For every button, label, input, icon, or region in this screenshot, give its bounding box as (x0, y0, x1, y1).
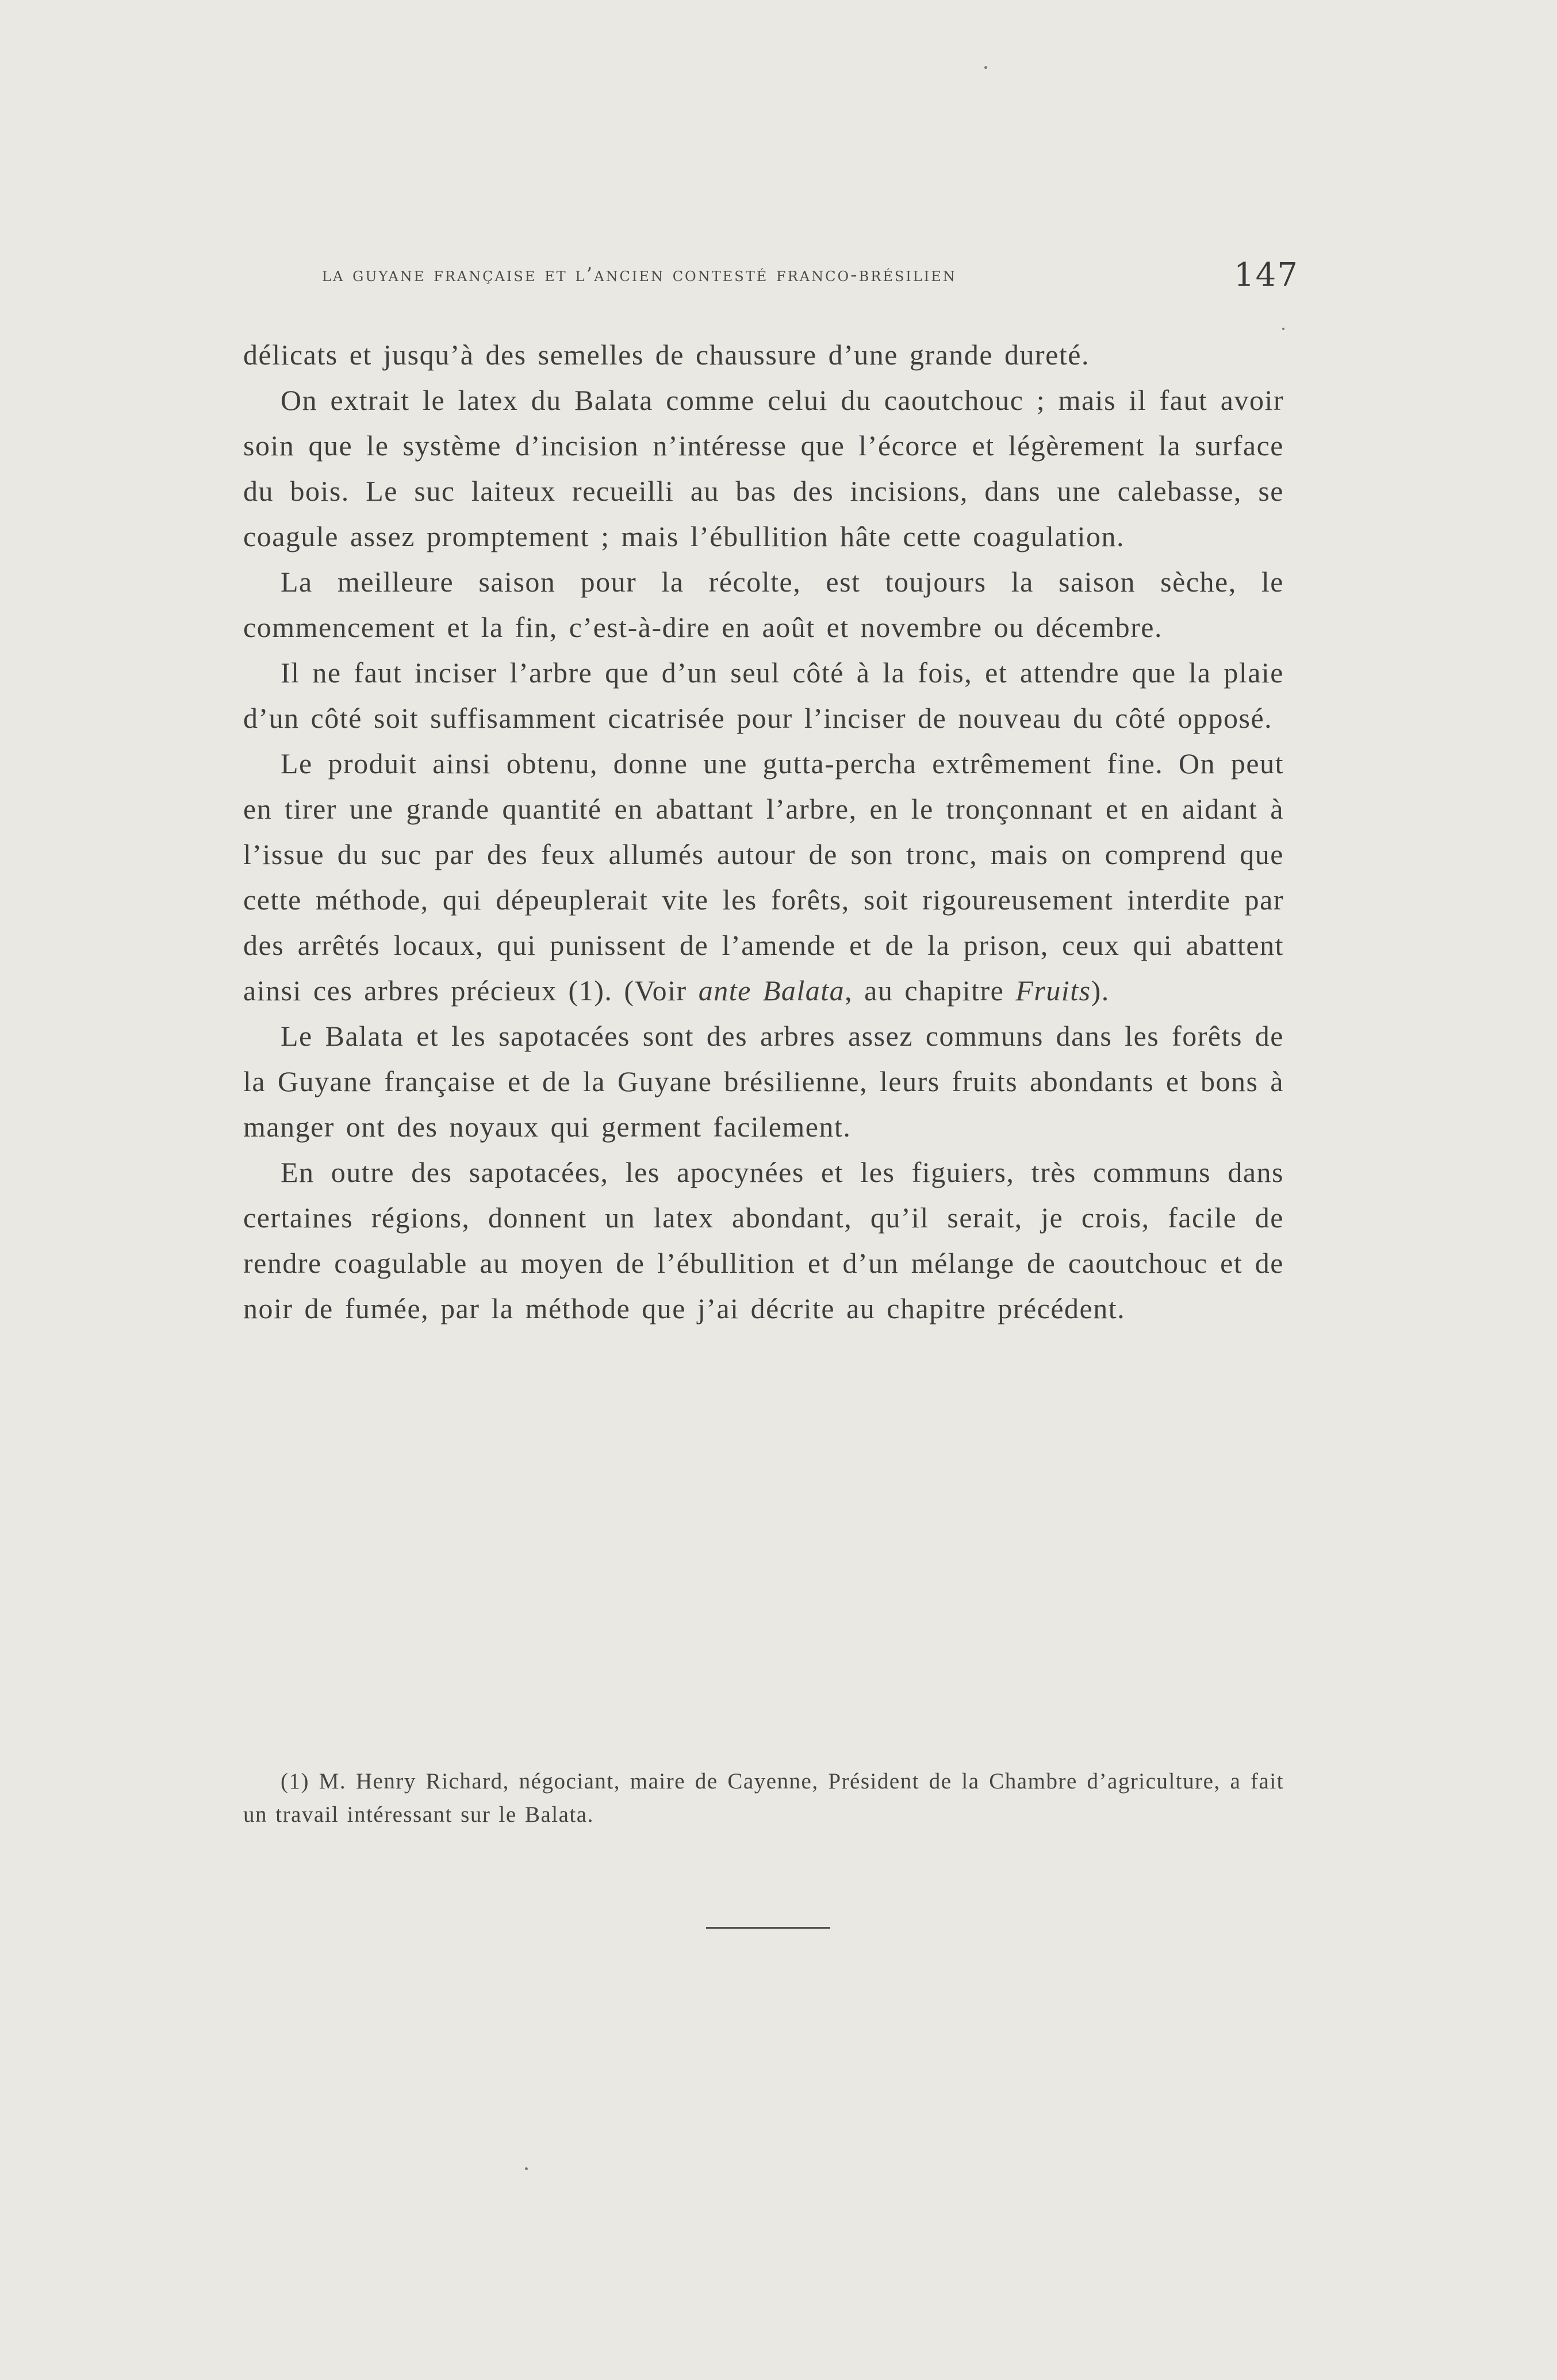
footnote (243, 1765, 1284, 1832)
end-rule (706, 1927, 830, 1929)
cross-reference-fruits: Fruits (1015, 974, 1091, 1007)
paragraph-4: Il ne faut inciser l’arbre que d’un seul côté à la fois, et attendre que la plaie d’un côté soit suffisamment cicatrisée pour l’inciser de nouveau du côté opposé. (243, 657, 1284, 734)
paragraph-5-text-a: Le produit ainsi obtenu, donne une gutta-percha extrêmement fine. On peut en tirer une grande quantité en abattant l’arbre, en le tronçonnant et en aidant à l’issue du suc par des feux allumés autour de son tronc, mais on comprend que cette méthode, qui dépeuplerait vite les forêts, soit rigoureusement interdite par des arrêtés locaux, qui punissent de l’amende et de la prison, ceux qui abattent ainsi ces arbres précieux (1). (Voir (243, 747, 1284, 1007)
paragraph-5 (243, 741, 1284, 1014)
paragraph-1: délicats et jusqu’à des semelles de chaussure d’une grande dureté. (243, 339, 1090, 371)
page-number: 147 (1234, 256, 1299, 294)
body-text (243, 332, 1284, 1331)
paper-speck (525, 2167, 528, 2170)
paragraph-5-text-c: ). (1091, 974, 1110, 1007)
footnote-text: (1) M. Henry Richard, négociant, maire de Cayenne, Président de la Chambre d’agriculture, a fait un travail intéressant sur le Balata. (243, 1769, 1284, 1827)
paragraph-5-text-b: , au chapitre (845, 974, 1004, 1007)
paragraph-2: On extrait le latex du Balata comme celui du caoutchouc ; mais il faut avoir soin que le système d’incision n’intéresse que l’écorce et légèrement la surface du bois. Le suc laiteux recueilli au bas des incisions, dans une calebasse, se coagule assez promptement ; mais l’ébullition hâte cette coagulation. (243, 384, 1284, 552)
running-title: la guyane française et l’ancien contesté franco-brésilien (322, 263, 957, 286)
paragraph-6: Le Balata et les sapotacées sont des arbres assez communs dans les forêts de la Guyane française et de la Guyane brésilienne, leurs fruits abondants et bons à manger ont des noyaux qui germent facilement. (243, 1020, 1284, 1143)
paragraph-7: En outre des sapotacées, les apocynées et les figuiers, très communs dans certaines régions, donnent un latex abondant, qu’il serait, je crois, facile de rendre coagulable au moyen de l’ébullition et d’un mélange de caoutchouc et de noir de fumée, par la méthode que j’ai décrite au chapitre précédent. (243, 1156, 1284, 1325)
cross-reference-ante-balata: ante Balata (698, 974, 845, 1007)
paper-speck (984, 66, 987, 69)
running-head (322, 263, 1265, 286)
paragraph-3: La meilleure saison pour la récolte, est toujours la saison sèche, le commencement et la fin, c’est-à-dire en août et novembre ou décembre. (243, 566, 1284, 643)
paper-speck (1282, 328, 1284, 330)
